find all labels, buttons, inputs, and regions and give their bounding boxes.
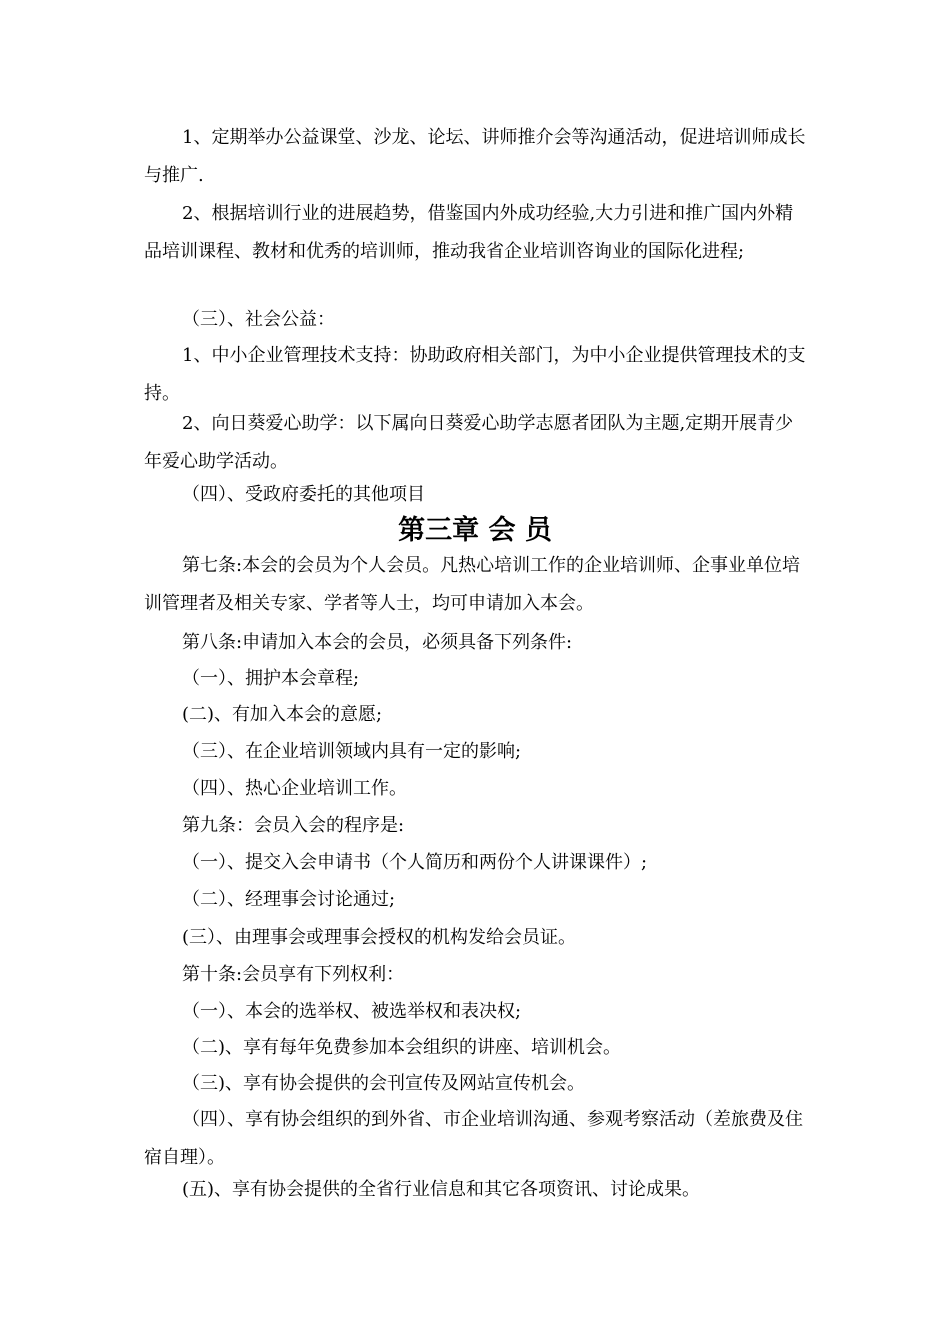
chapter-heading: 第三章 会 员 xyxy=(398,515,552,546)
article-paragraph: 第十条:会员享有下列权利： xyxy=(182,964,405,985)
article-paragraph: （二）、经理事会讨论通过; xyxy=(182,889,396,910)
article-paragraph: （一）、拥护本会章程; xyxy=(182,668,360,689)
article-paragraph: 第九条：会员入会的程序是: xyxy=(182,815,405,836)
article-paragraph: （三）、在企业培训领域内具有一定的影响; xyxy=(182,741,522,762)
article-paragraph: （二)、享有每年免费参加本会组织的讲座、培训机会。 xyxy=(182,1037,622,1058)
article-paragraph: （一）、本会的选举权、被选举权和表决权; xyxy=(182,1001,522,1022)
article-paragraph: （三)、享有协会提供的会刊宣传及网站宣传机会。 xyxy=(182,1073,586,1094)
paragraph: 1、定期举办公益课堂、沙龙、论坛、讲师推介会等沟通活动，促进培训师成长与推广. xyxy=(144,127,806,186)
article-paragraph: 第八条:申请加入本会的会员，必须具备下列条件: xyxy=(182,632,573,653)
article-paragraph: (二)、有加入本会的意愿; xyxy=(182,704,383,725)
paragraph: 1、中小企业管理技术支持：协助政府相关部门，为中小企业提供管理技术的支持。 xyxy=(144,345,806,404)
article-paragraph: 第七条:本会的会员为个人会员。凡热心培训工作的企业培训师、企事业单位培训管理者及相关专家、学者等人士，均可申请加入本会。 xyxy=(144,555,801,614)
paragraph: （四）、受政府委托的其他项目 xyxy=(182,484,425,505)
article-paragraph: （四）、享有协会组织的到外省、市企业培训沟通、参观考察活动（差旅费及住宿自理）。 xyxy=(144,1109,803,1168)
paragraph: 2、向日葵爱心助学：以下属向日葵爱心助学志愿者团队为主题,定期开展青少年爱心助学活动。 xyxy=(144,413,794,472)
paragraph: 2、根据培训行业的进展趋势，借鉴国内外成功经验,大力引进和推广国内外精品培训课程、教材和优秀的培训师，推动我省企业培训咨询业的国际化进程; xyxy=(144,203,794,262)
article-paragraph: (五)、享有协会提供的全省行业信息和其它各项资讯、讨论成果。 xyxy=(182,1179,701,1200)
article-paragraph: （四）、热心企业培训工作。 xyxy=(182,778,407,799)
paragraph: （三）、社会公益： xyxy=(182,309,335,330)
article-paragraph: （一）、提交入会申请书（个人简历和两份个人讲课课件）; xyxy=(182,852,648,873)
article-paragraph: (三）、由理事会或理事会授权的机构发给会员证。 xyxy=(182,927,577,948)
